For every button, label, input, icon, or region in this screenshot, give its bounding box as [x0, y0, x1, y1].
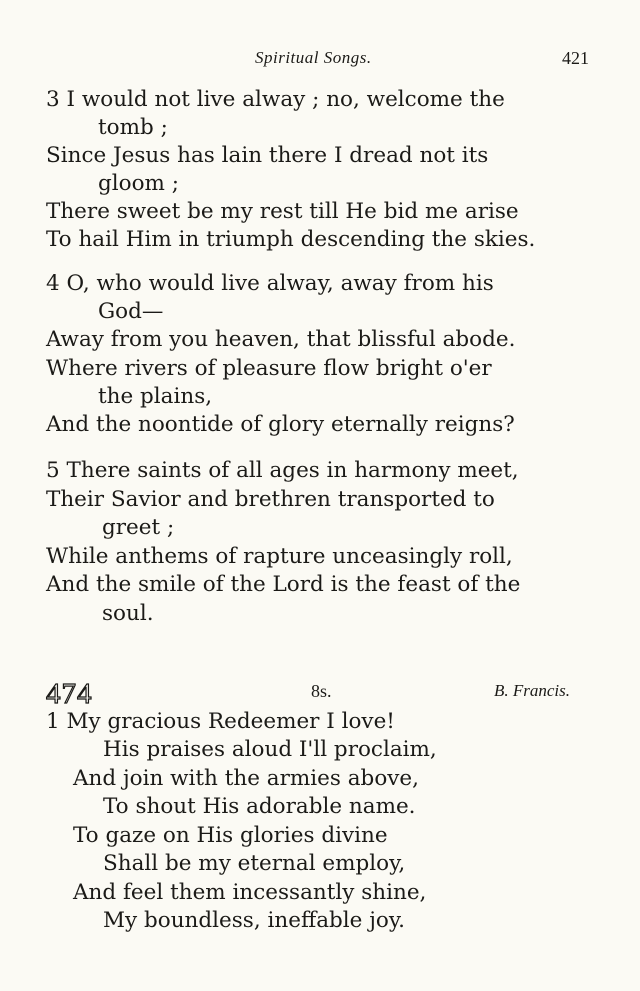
verse-line: And feel them incessantly shine,	[73, 880, 427, 905]
hymn-meter: 8s.	[311, 681, 332, 701]
verse-line: 5 There saints of all ages in harmony meet,	[46, 458, 519, 483]
verse-line: My boundless, ineffable joy.	[103, 908, 405, 933]
verse-line: soul.	[102, 601, 154, 626]
verse-line: There sweet be my rest till He bid me arise	[46, 199, 519, 224]
hymn-author: B. Francis.	[494, 681, 571, 700]
verse-line: the plains,	[98, 384, 213, 409]
verse-line: And join with the armies above,	[73, 766, 419, 791]
verse-line: And the smile of the Lord is the feast of the	[46, 572, 521, 597]
verse-line: God—	[98, 299, 164, 324]
hymn-number: 474	[46, 678, 93, 710]
verse-line: And the noontide of glory eternally reigns?	[46, 412, 515, 437]
verse-line: 3 I would not live alway ; no, welcome the	[46, 87, 505, 112]
running-head	[0, 48, 640, 72]
verse-line: To hail Him in triumph descending the skies.	[46, 227, 536, 252]
running-head-title: Spiritual Songs.	[255, 48, 372, 67]
verse-line: gloom ;	[98, 171, 179, 196]
verse-line: Shall be my eternal employ,	[103, 851, 406, 876]
verse-line: To gaze on His glories divine	[73, 823, 388, 848]
page-number: 421	[562, 48, 589, 68]
verse-line: tomb ;	[98, 115, 168, 140]
verse-line: 1 My gracious Redeemer I love!	[46, 709, 395, 734]
verse-line: His praises aloud I'll proclaim,	[103, 737, 437, 762]
verse-line: While anthems of rapture unceasingly roll,	[46, 544, 513, 569]
verse-line: Their Savior and brethren transported to	[46, 487, 495, 512]
verse-line: 4 O, who would live alway, away from his	[46, 271, 494, 296]
verse-line: Away from you heaven, that blissful abode.	[46, 327, 516, 352]
verse-line: Since Jesus has lain there I dread not its	[46, 143, 489, 168]
verse-line: greet ;	[102, 515, 175, 540]
verse-line: To shout His adorable name.	[103, 794, 416, 819]
verse-line: Where rivers of pleasure flow bright o'er	[46, 356, 492, 381]
